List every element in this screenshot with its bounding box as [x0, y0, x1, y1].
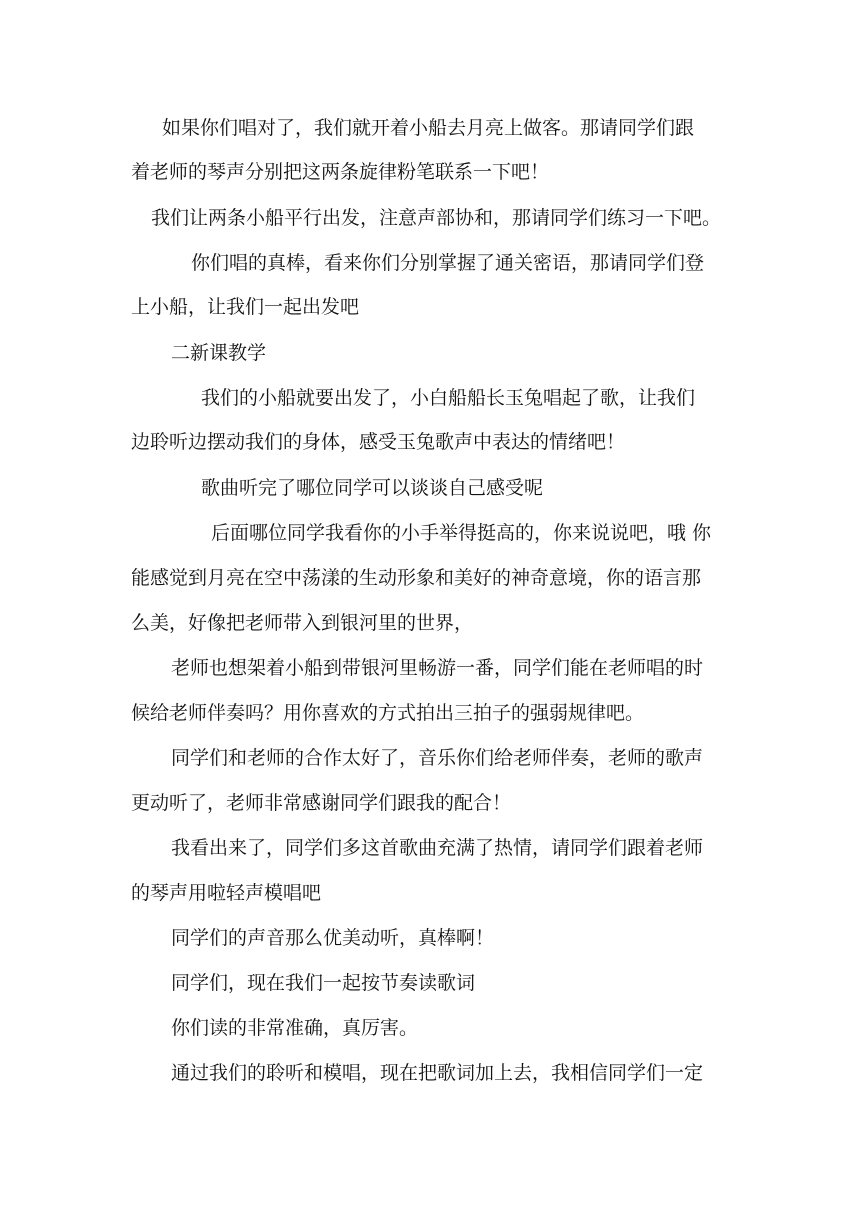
text-line: 老师也想架着小船到带银河里畅游一番，同学们能在老师唱的时 — [171, 657, 704, 679]
text-line: 着老师的琴声分别把这两条旋律粉笔联系一下吧！ — [131, 161, 550, 183]
text-line: 边聆听边摆动我们的身体，感受玉兔歌声中表达的情绪吧！ — [131, 431, 626, 453]
text-line: 我们的小船就要出发了，小白船船长玉兔唱起了歌，让我们 — [201, 387, 696, 409]
text-line: 如果你们唱对了，我们就开着小船去月亮上做客。那请同学们跟 — [162, 117, 695, 139]
text-line: 的琴声用啦轻声模唱吧 — [131, 882, 322, 904]
text-line: 同学们和老师的合作太好了，音乐你们给老师伴奏，老师的歌声 — [171, 747, 704, 769]
text-line: 通过我们的聆听和模唱，现在把歌词加上去，我相信同学们一定 — [171, 1062, 704, 1084]
text-line: 我看出来了，同学们多这首歌曲充满了热情，请同学们跟着老师 — [171, 837, 704, 859]
text-line: 更动听了，老师非常感谢同学们跟我的配合！ — [131, 792, 512, 814]
text-line: 同学们，现在我们一起按节奏读歌词 — [171, 972, 476, 994]
text-line: 候给老师伴奏吗？用你喜欢的方式拍出三拍子的强弱规律吧。 — [131, 702, 645, 724]
text-line: 后面哪位同学我看你的小手举得挺高的，你来说说吧，哦 你 — [211, 522, 712, 544]
text-line: 上小船，让我们一起出发吧 — [131, 296, 360, 318]
text-line: 我们让两条小船平行出发，注意声部协和，那请同学们练习一下吧。 — [151, 207, 722, 229]
text-line: 同学们的声音那么优美动听，真棒啊！ — [171, 927, 495, 949]
text-line: 你们读的非常准确，真厉害。 — [171, 1017, 419, 1039]
text-line: 能感觉到月亮在空中荡漾的生动形象和美好的神奇意境，你的语言那 — [131, 567, 702, 589]
text-line: 你们唱的真棒，看来你们分别掌握了通关密语，那请同学们登 — [191, 252, 705, 274]
section-heading: 二新课教学 — [171, 342, 267, 364]
text-line: 么美，好像把老师带入到银河里的世界， — [131, 612, 474, 634]
text-line: 歌曲听完了哪位同学可以谈谈自己感受呢 — [201, 477, 544, 499]
